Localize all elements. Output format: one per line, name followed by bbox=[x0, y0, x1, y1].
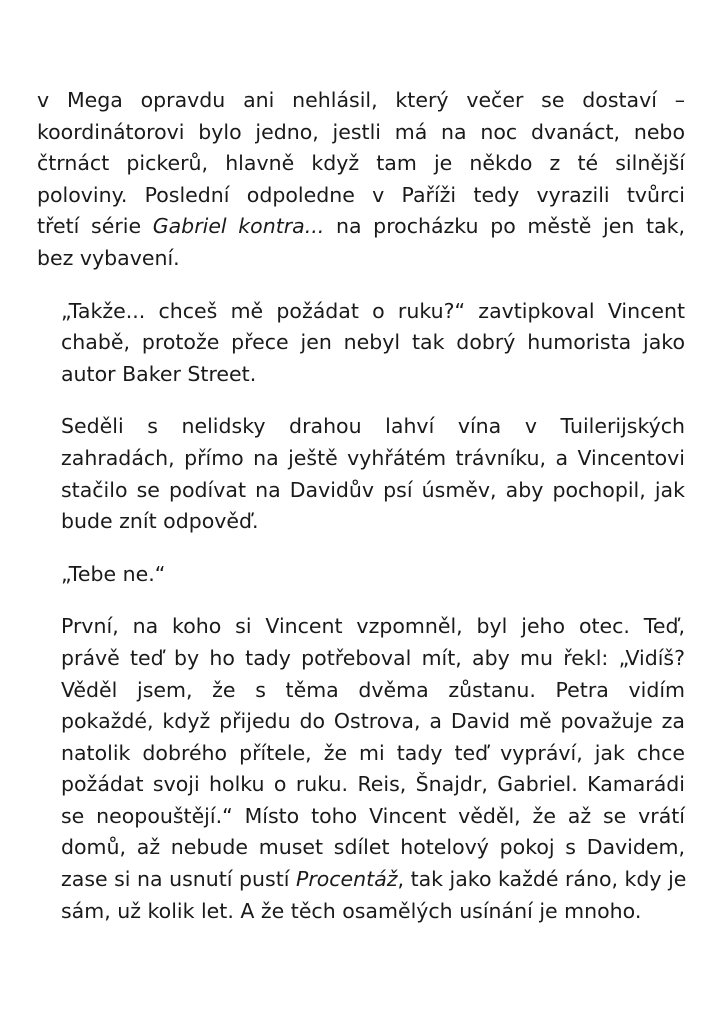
text-line bbox=[37, 411, 685, 443]
paragraph-5 bbox=[37, 611, 685, 927]
text-line bbox=[37, 211, 685, 243]
text-line bbox=[37, 180, 685, 212]
text-run: Seděli s nelidsky drahou lahví vína v Tuilerijských bbox=[61, 414, 685, 439]
paragraph-2 bbox=[37, 296, 685, 391]
text-run: Věděl jsem, že s těma dvěma zůstanu. Petra vidím bbox=[61, 677, 685, 702]
text-run: natolik dobrého přítele, že mi tady teď vypráví, jak chce bbox=[61, 740, 685, 765]
text-line bbox=[37, 506, 685, 538]
text-line bbox=[37, 896, 685, 928]
text-run: zahradách, přímo na ještě vyhřátém trávníku, a Vincentovi bbox=[61, 445, 685, 470]
text-line bbox=[37, 864, 685, 896]
text-run: autor Baker Street. bbox=[61, 361, 257, 386]
text-run: chabě, protože přece jen nebyl tak dobrý humorista jako bbox=[61, 330, 685, 355]
italic-title: Procentáž bbox=[295, 867, 398, 892]
text-run: pokaždé, když přijedu do Ostrova, a David mě považuje za bbox=[61, 709, 685, 734]
text-run: se neopouštějí.“ Místo toho Vincent věděl, že až se vrátí bbox=[61, 803, 685, 828]
text-run: právě teď by ho tady potřeboval mít, aby mu řekl: „Vidíš? bbox=[61, 645, 685, 670]
text-run: koordinátorovi bylo jedno, jestli má na noc dvanáct, nebo bbox=[37, 119, 685, 144]
text-line bbox=[37, 675, 685, 707]
paragraph-4 bbox=[37, 559, 685, 591]
text-run: bude znít odpověď. bbox=[61, 509, 259, 534]
text-run: zase si na usnutí pustí bbox=[61, 867, 296, 892]
text-line bbox=[37, 296, 685, 328]
text-line bbox=[37, 643, 685, 675]
text-run: „Takže... chceš mě požádat o ruku?“ zavtipkoval Vincent bbox=[61, 298, 685, 323]
text-line bbox=[37, 801, 685, 833]
text-run: na procházku po městě jen tak, bbox=[324, 214, 685, 239]
text-run: „Tebe ne.“ bbox=[61, 561, 166, 586]
text-line bbox=[37, 706, 685, 738]
text-run: stačilo se podívat na Davidův psí úsměv, aby pochopil, jak bbox=[61, 477, 685, 502]
text-line bbox=[37, 117, 685, 149]
document-page bbox=[37, 85, 685, 948]
text-run: čtrnáct pickerů, hlavně když tam je někdo z té silnější bbox=[37, 151, 685, 176]
text-line bbox=[37, 243, 685, 275]
text-line bbox=[37, 611, 685, 643]
text-run: , tak jako každé ráno, kdy je bbox=[397, 867, 687, 892]
text-line bbox=[37, 832, 685, 864]
text-run: domů, až nebude muset sdílet hotelový pokoj s Davidem, bbox=[61, 835, 685, 860]
paragraph-1 bbox=[37, 85, 685, 275]
text-line bbox=[37, 359, 685, 391]
text-run: První, na koho si Vincent vzpomněl, byl jeho otec. Teď, bbox=[61, 614, 685, 639]
text-line bbox=[37, 738, 685, 770]
text-line bbox=[37, 327, 685, 359]
text-line bbox=[37, 85, 685, 117]
text-run: bez vybavení. bbox=[37, 245, 180, 270]
text-run: v Mega opravdu ani nehlásil, který večer se dostaví – bbox=[37, 88, 685, 112]
text-run: třetí série bbox=[37, 214, 153, 239]
italic-title: Gabriel kontra... bbox=[152, 214, 325, 239]
paragraph-3 bbox=[37, 411, 685, 537]
text-line bbox=[37, 148, 685, 180]
text-line bbox=[37, 475, 685, 507]
text-run: sám, už kolik let. A že těch osamělých usínání je mnoho. bbox=[61, 898, 642, 923]
text-line bbox=[37, 443, 685, 475]
text-line bbox=[37, 559, 685, 591]
text-run: požádat svoji holku o ruku. Reis, Šnajdr, Gabriel. Kamarádi bbox=[61, 772, 685, 797]
text-line bbox=[37, 769, 685, 801]
text-run: poloviny. Poslední odpoledne v Paříži tedy vyrazili tvůrci bbox=[37, 182, 685, 207]
